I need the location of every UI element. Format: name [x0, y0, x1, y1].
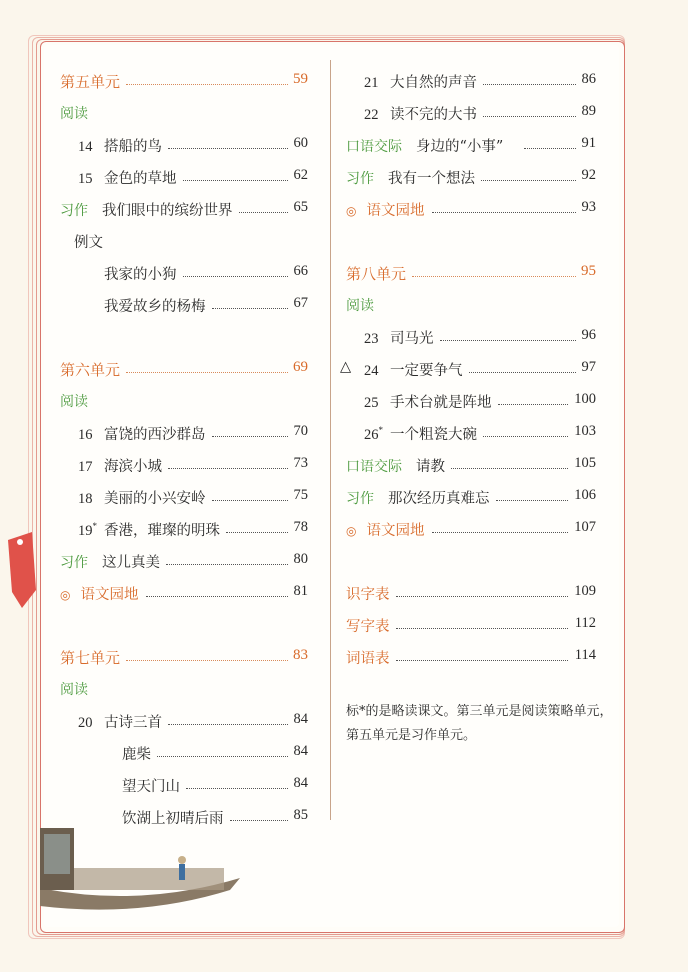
lesson-number: 24 — [364, 363, 379, 379]
entry-text — [78, 455, 162, 476]
section-label: 习作 — [60, 555, 88, 571]
lesson-title: 大自然的声音 — [390, 75, 477, 91]
toc-entry[interactable] — [346, 99, 596, 131]
garden-icon: ◎ — [346, 524, 357, 538]
entry-text: 第六单元 — [60, 361, 121, 379]
entry-text — [364, 359, 463, 380]
lesson-title: 美丽的小兴安岭 — [104, 491, 206, 507]
dot-leader — [126, 647, 288, 661]
entry-text: 第五单元 — [60, 73, 121, 91]
toc-entry — [60, 227, 308, 259]
section-gap — [60, 611, 308, 643]
toc-entry[interactable] — [60, 739, 308, 771]
dot-leader — [186, 775, 288, 789]
poem-title: 鹿柴 — [122, 747, 151, 763]
dot-leader — [157, 743, 288, 757]
entry-text — [346, 519, 424, 540]
garden-title: 语文园地 — [80, 587, 139, 603]
optional-star: * — [378, 425, 383, 436]
dot-leader — [168, 135, 288, 149]
bookmark-tag-icon — [6, 530, 36, 610]
section-label: 口语交际 — [346, 459, 402, 475]
section-gap — [346, 547, 596, 579]
lesson-number: 22 — [364, 107, 379, 123]
section-label: 阅读 — [60, 394, 88, 410]
entry-text — [346, 487, 490, 508]
lesson-title: 海滨小城 — [104, 459, 162, 475]
poem-title: 望天门山 — [122, 779, 180, 795]
section-label: 阅读 — [60, 682, 88, 698]
dot-leader — [239, 199, 289, 213]
dot-leader — [524, 135, 577, 149]
entry-text — [364, 391, 492, 412]
page-number: 109 — [574, 583, 596, 599]
entry-title: 我们眼中的缤纷世界 — [102, 203, 233, 219]
lesson-number: 14 — [78, 139, 93, 155]
entry-title: 我有一个想法 — [388, 171, 475, 187]
dot-leader — [212, 295, 289, 309]
lesson-title: 古诗三首 — [104, 715, 162, 731]
page-number: 95 — [581, 263, 596, 279]
poem-title: 饮湖上初晴后雨 — [122, 811, 224, 827]
entry-text: 第七单元 — [60, 649, 121, 667]
page-number: 62 — [293, 167, 308, 183]
toc-entry[interactable] — [60, 707, 308, 739]
unit-heading[interactable] — [60, 643, 308, 675]
toc-entry[interactable] — [60, 803, 308, 835]
section-label: 习作 — [346, 171, 374, 187]
page-number: 69 — [293, 359, 308, 375]
toc-entry[interactable] — [346, 579, 596, 611]
entry-text — [78, 519, 220, 540]
lesson-number: 21 — [364, 75, 379, 91]
page-number: 93 — [581, 199, 596, 215]
section-gap — [60, 323, 308, 355]
optional-star: * — [92, 521, 97, 532]
entry-title: 这儿真美 — [102, 555, 160, 571]
page-number: 67 — [293, 295, 308, 311]
lesson-number: 18 — [78, 491, 93, 507]
section-label: 阅读 — [60, 106, 88, 122]
page-number: 66 — [293, 263, 308, 279]
dot-leader — [168, 711, 288, 725]
appendix-title: 写字表 — [346, 619, 390, 635]
footnote: 标*的是略读课文。第三单元是阅读策略单元，第五单元是习作单元。 — [346, 704, 613, 743]
lesson-title: 金色的草地 — [104, 171, 177, 187]
entry-text — [364, 423, 477, 444]
dot-leader — [432, 199, 576, 213]
dot-leader — [496, 487, 569, 501]
toc-entry[interactable] — [340, 355, 596, 387]
example-label: 例文 — [74, 235, 103, 251]
dot-leader — [183, 263, 289, 277]
unit-heading[interactable] — [346, 259, 596, 291]
section-label: 习作 — [346, 491, 374, 507]
lesson-number: 17 — [78, 459, 93, 475]
toc-entry[interactable] — [346, 67, 596, 99]
entry-text — [60, 199, 233, 220]
entry-text — [78, 711, 162, 732]
entry-text — [78, 423, 206, 444]
page-number: 97 — [581, 359, 596, 375]
dot-leader — [469, 359, 577, 373]
garden-icon: ◎ — [346, 204, 357, 218]
page-number: 89 — [581, 103, 596, 119]
column-divider — [330, 60, 331, 820]
dot-leader — [212, 487, 289, 501]
dot-leader — [396, 647, 569, 661]
page-number: 106 — [574, 487, 596, 503]
page-number: 80 — [293, 551, 308, 567]
lesson-title: 读不完的大书 — [390, 107, 477, 123]
entry-text — [60, 551, 160, 572]
page-number: 86 — [581, 71, 596, 87]
dot-leader — [451, 455, 568, 469]
toc-entry[interactable] — [60, 195, 308, 227]
entry-title: 那次经历真难忘 — [388, 491, 490, 507]
page-number: 83 — [293, 647, 308, 663]
dot-leader — [396, 583, 569, 597]
garden-title: 语文园地 — [366, 523, 425, 539]
toc-entry[interactable] — [346, 195, 596, 227]
dot-leader — [212, 423, 289, 437]
entry-text — [364, 103, 477, 124]
garden-title: 语文园地 — [366, 203, 425, 219]
toc-entry[interactable] — [346, 131, 596, 163]
entry-text — [78, 167, 177, 188]
lesson-title: 一定要争气 — [390, 363, 463, 379]
toc-entry[interactable] — [346, 163, 596, 195]
lesson-number: 23 — [364, 331, 379, 347]
unit-heading[interactable] — [60, 67, 308, 99]
page-number: 84 — [293, 711, 308, 727]
section-gap — [346, 227, 596, 259]
toc-entry[interactable] — [60, 483, 308, 515]
dot-leader — [126, 359, 288, 373]
entry-text — [346, 167, 475, 188]
toc-entry[interactable] — [346, 419, 596, 451]
page-number: 81 — [293, 583, 308, 599]
lesson-title: 司马光 — [390, 331, 434, 347]
section-label: 阅读 — [346, 298, 374, 314]
entry-text — [60, 583, 138, 604]
page-number: 73 — [293, 455, 308, 471]
page-number: 85 — [293, 807, 308, 823]
entry-text — [346, 135, 503, 156]
lesson-title: 一个粗瓷大碗 — [390, 427, 477, 443]
dot-leader — [396, 615, 569, 629]
dot-leader — [230, 807, 289, 821]
page-number: 103 — [574, 423, 596, 439]
toc-entry — [346, 291, 596, 323]
page-number: 91 — [581, 135, 596, 151]
page-number: 112 — [574, 615, 596, 631]
page-number: 60 — [293, 135, 308, 151]
dot-leader — [166, 551, 288, 565]
entry-text — [78, 487, 206, 508]
lesson-number: 15 — [78, 171, 93, 187]
dot-leader — [168, 455, 288, 469]
page-number: 100 — [574, 391, 596, 407]
toc-entry[interactable] — [60, 771, 308, 803]
lesson-title: 香港，璀璨的明珠 — [104, 523, 220, 539]
page-number: 96 — [581, 327, 596, 343]
appendix-title: 词语表 — [346, 651, 390, 667]
page-number: 92 — [581, 167, 596, 183]
toc-entry — [60, 387, 308, 419]
toc-entry[interactable] — [60, 579, 308, 611]
toc-left-column — [60, 67, 308, 835]
page-number: 114 — [574, 647, 596, 663]
page-number: 84 — [293, 743, 308, 759]
dot-leader — [226, 519, 288, 533]
page-number: 84 — [293, 775, 308, 791]
page-number: 75 — [293, 487, 308, 503]
lesson-number: 20 — [78, 715, 93, 731]
entry-text — [346, 199, 424, 220]
lesson-number: 16 — [78, 427, 93, 443]
toc-entry[interactable] — [60, 291, 308, 323]
dot-leader — [432, 519, 568, 533]
toc-entry[interactable] — [346, 483, 596, 515]
toc-entry[interactable] — [60, 451, 308, 483]
page-number: 59 — [293, 71, 308, 87]
page-number: 107 — [574, 519, 596, 535]
dot-leader — [483, 423, 568, 437]
unit-heading[interactable] — [60, 355, 308, 387]
dot-leader — [412, 263, 576, 277]
dot-leader — [483, 71, 576, 85]
lesson-number: 26* — [364, 425, 383, 443]
lesson-title: 手术台就是阵地 — [390, 395, 492, 411]
dot-leader — [498, 391, 569, 405]
toc-entry[interactable] — [346, 611, 596, 643]
toc-entry[interactable] — [60, 259, 308, 291]
dot-leader — [481, 167, 576, 181]
garden-icon: ◎ — [60, 588, 71, 602]
entry-text: 第八单元 — [346, 265, 407, 283]
example-title: 我爱故乡的杨梅 — [104, 299, 206, 315]
dot-leader — [126, 71, 288, 85]
appendix-title: 识字表 — [346, 587, 390, 603]
toc-right-column — [340, 67, 596, 675]
lesson-number: 19* — [78, 521, 97, 539]
dot-leader — [183, 167, 289, 181]
toc-entry — [60, 99, 308, 131]
dot-leader — [440, 327, 577, 341]
page-number: 105 — [574, 455, 596, 471]
entry-text — [346, 455, 445, 476]
lesson-title: 搭船的鸟 — [104, 139, 162, 155]
entry-title: 身边的“小事” — [416, 139, 504, 155]
toc-entry[interactable] — [60, 163, 308, 195]
entry-text — [78, 135, 162, 156]
toc-entry[interactable] — [346, 515, 596, 547]
section-label: 习作 — [60, 203, 88, 219]
entry-text — [364, 71, 477, 92]
section-label: 口语交际 — [346, 139, 402, 155]
toc-entry[interactable] — [346, 643, 596, 675]
toc-entry[interactable] — [60, 547, 308, 579]
toc-entry — [60, 675, 308, 707]
lesson-title: 富饶的西沙群岛 — [104, 427, 206, 443]
example-title: 我家的小狗 — [104, 267, 177, 283]
toc-entry[interactable] — [346, 387, 596, 419]
toc-entry[interactable] — [60, 515, 308, 547]
toc-entry[interactable] — [346, 323, 596, 355]
lesson-number: 25 — [364, 395, 379, 411]
page-number: 78 — [293, 519, 308, 535]
entry-title: 请教 — [416, 459, 445, 475]
toc-entry[interactable] — [60, 131, 308, 163]
entry-text — [364, 327, 434, 348]
triangle-icon: △ — [340, 359, 352, 375]
toc-entry[interactable] — [346, 451, 596, 483]
toc-entry[interactable] — [60, 419, 308, 451]
page-number: 70 — [293, 423, 308, 439]
dot-leader — [483, 103, 576, 117]
dot-leader — [146, 583, 288, 597]
page-number: 65 — [293, 199, 308, 215]
